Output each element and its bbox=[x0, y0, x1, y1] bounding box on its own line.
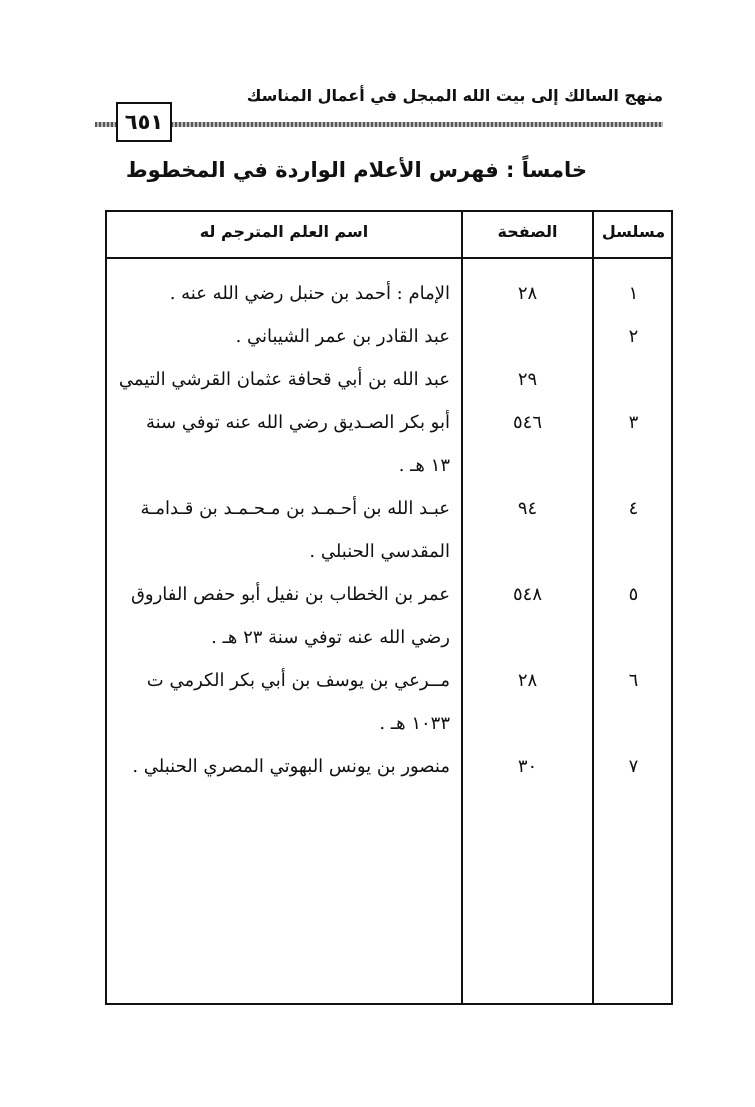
column-header-name: اسم العلم المترجم له bbox=[199, 222, 369, 241]
row-name-line: عبـد الله بن أحـمـد بن مـحـمـد بن قـدامـة bbox=[140, 498, 450, 519]
row-name-line: المقدسي الحنبلي . bbox=[309, 541, 450, 562]
row-name-line: ١٠٣٣ هـ . bbox=[379, 713, 450, 734]
row-page: ٢٩ bbox=[517, 369, 538, 390]
row-serial: ١ bbox=[628, 283, 639, 304]
row-serial: ٧ bbox=[628, 756, 639, 777]
row-serial: ٣ bbox=[628, 412, 639, 433]
row-serial: ٦ bbox=[628, 670, 639, 691]
row-name-line: الإمام : أحمد بن حنبل رضي الله عنه . bbox=[169, 283, 450, 304]
section-title: خامساً : فهرس الأعلام الواردة في المخطوط bbox=[125, 158, 587, 182]
row-name-line: أبو بكر الصـديق رضي الله عنه توفي سنة bbox=[145, 412, 450, 433]
row-page: ٩٤ bbox=[517, 498, 538, 519]
row-name-line: عبد القادر بن عمر الشيباني . bbox=[235, 326, 450, 347]
row-name-line: مــرعي بن يوسف بن أبي بكر الكرمي ت bbox=[146, 670, 450, 691]
row-serial: ٢ bbox=[628, 326, 639, 347]
row-page: ٣٠ bbox=[517, 756, 538, 777]
row-name-line: عبد الله بن أبي قحافة عثمان القرشي التيمي bbox=[118, 369, 450, 390]
row-name-line: رضي الله عنه توفي سنة ٢٣ هـ . bbox=[211, 627, 450, 648]
column-header-page: الصفحة bbox=[497, 222, 558, 241]
row-page: ٢٨ bbox=[517, 283, 538, 304]
row-page: ٢٨ bbox=[517, 670, 538, 691]
page-number: ٦٥١ bbox=[116, 102, 172, 142]
row-serial: ٤ bbox=[628, 498, 639, 519]
header-rule bbox=[95, 122, 663, 127]
row-serial: ٥ bbox=[628, 584, 639, 605]
row-name-line: ١٣ هـ . bbox=[398, 455, 450, 476]
row-name-line: منصور بن يونس البهوتي المصري الحنبلي . bbox=[132, 756, 450, 777]
column-header-serial: مسلسل bbox=[601, 222, 666, 241]
row-name-line: عمر بن الخطاب بن نفيل أبو حفص الفاروق bbox=[130, 584, 450, 605]
header-row-divider bbox=[105, 257, 673, 259]
row-page: ٥٤٦ bbox=[512, 412, 542, 433]
row-page: ٥٤٨ bbox=[512, 584, 542, 605]
running-header-title: منهج السالك إلى بيت الله المبجل في أعمال المناسك bbox=[246, 86, 663, 105]
